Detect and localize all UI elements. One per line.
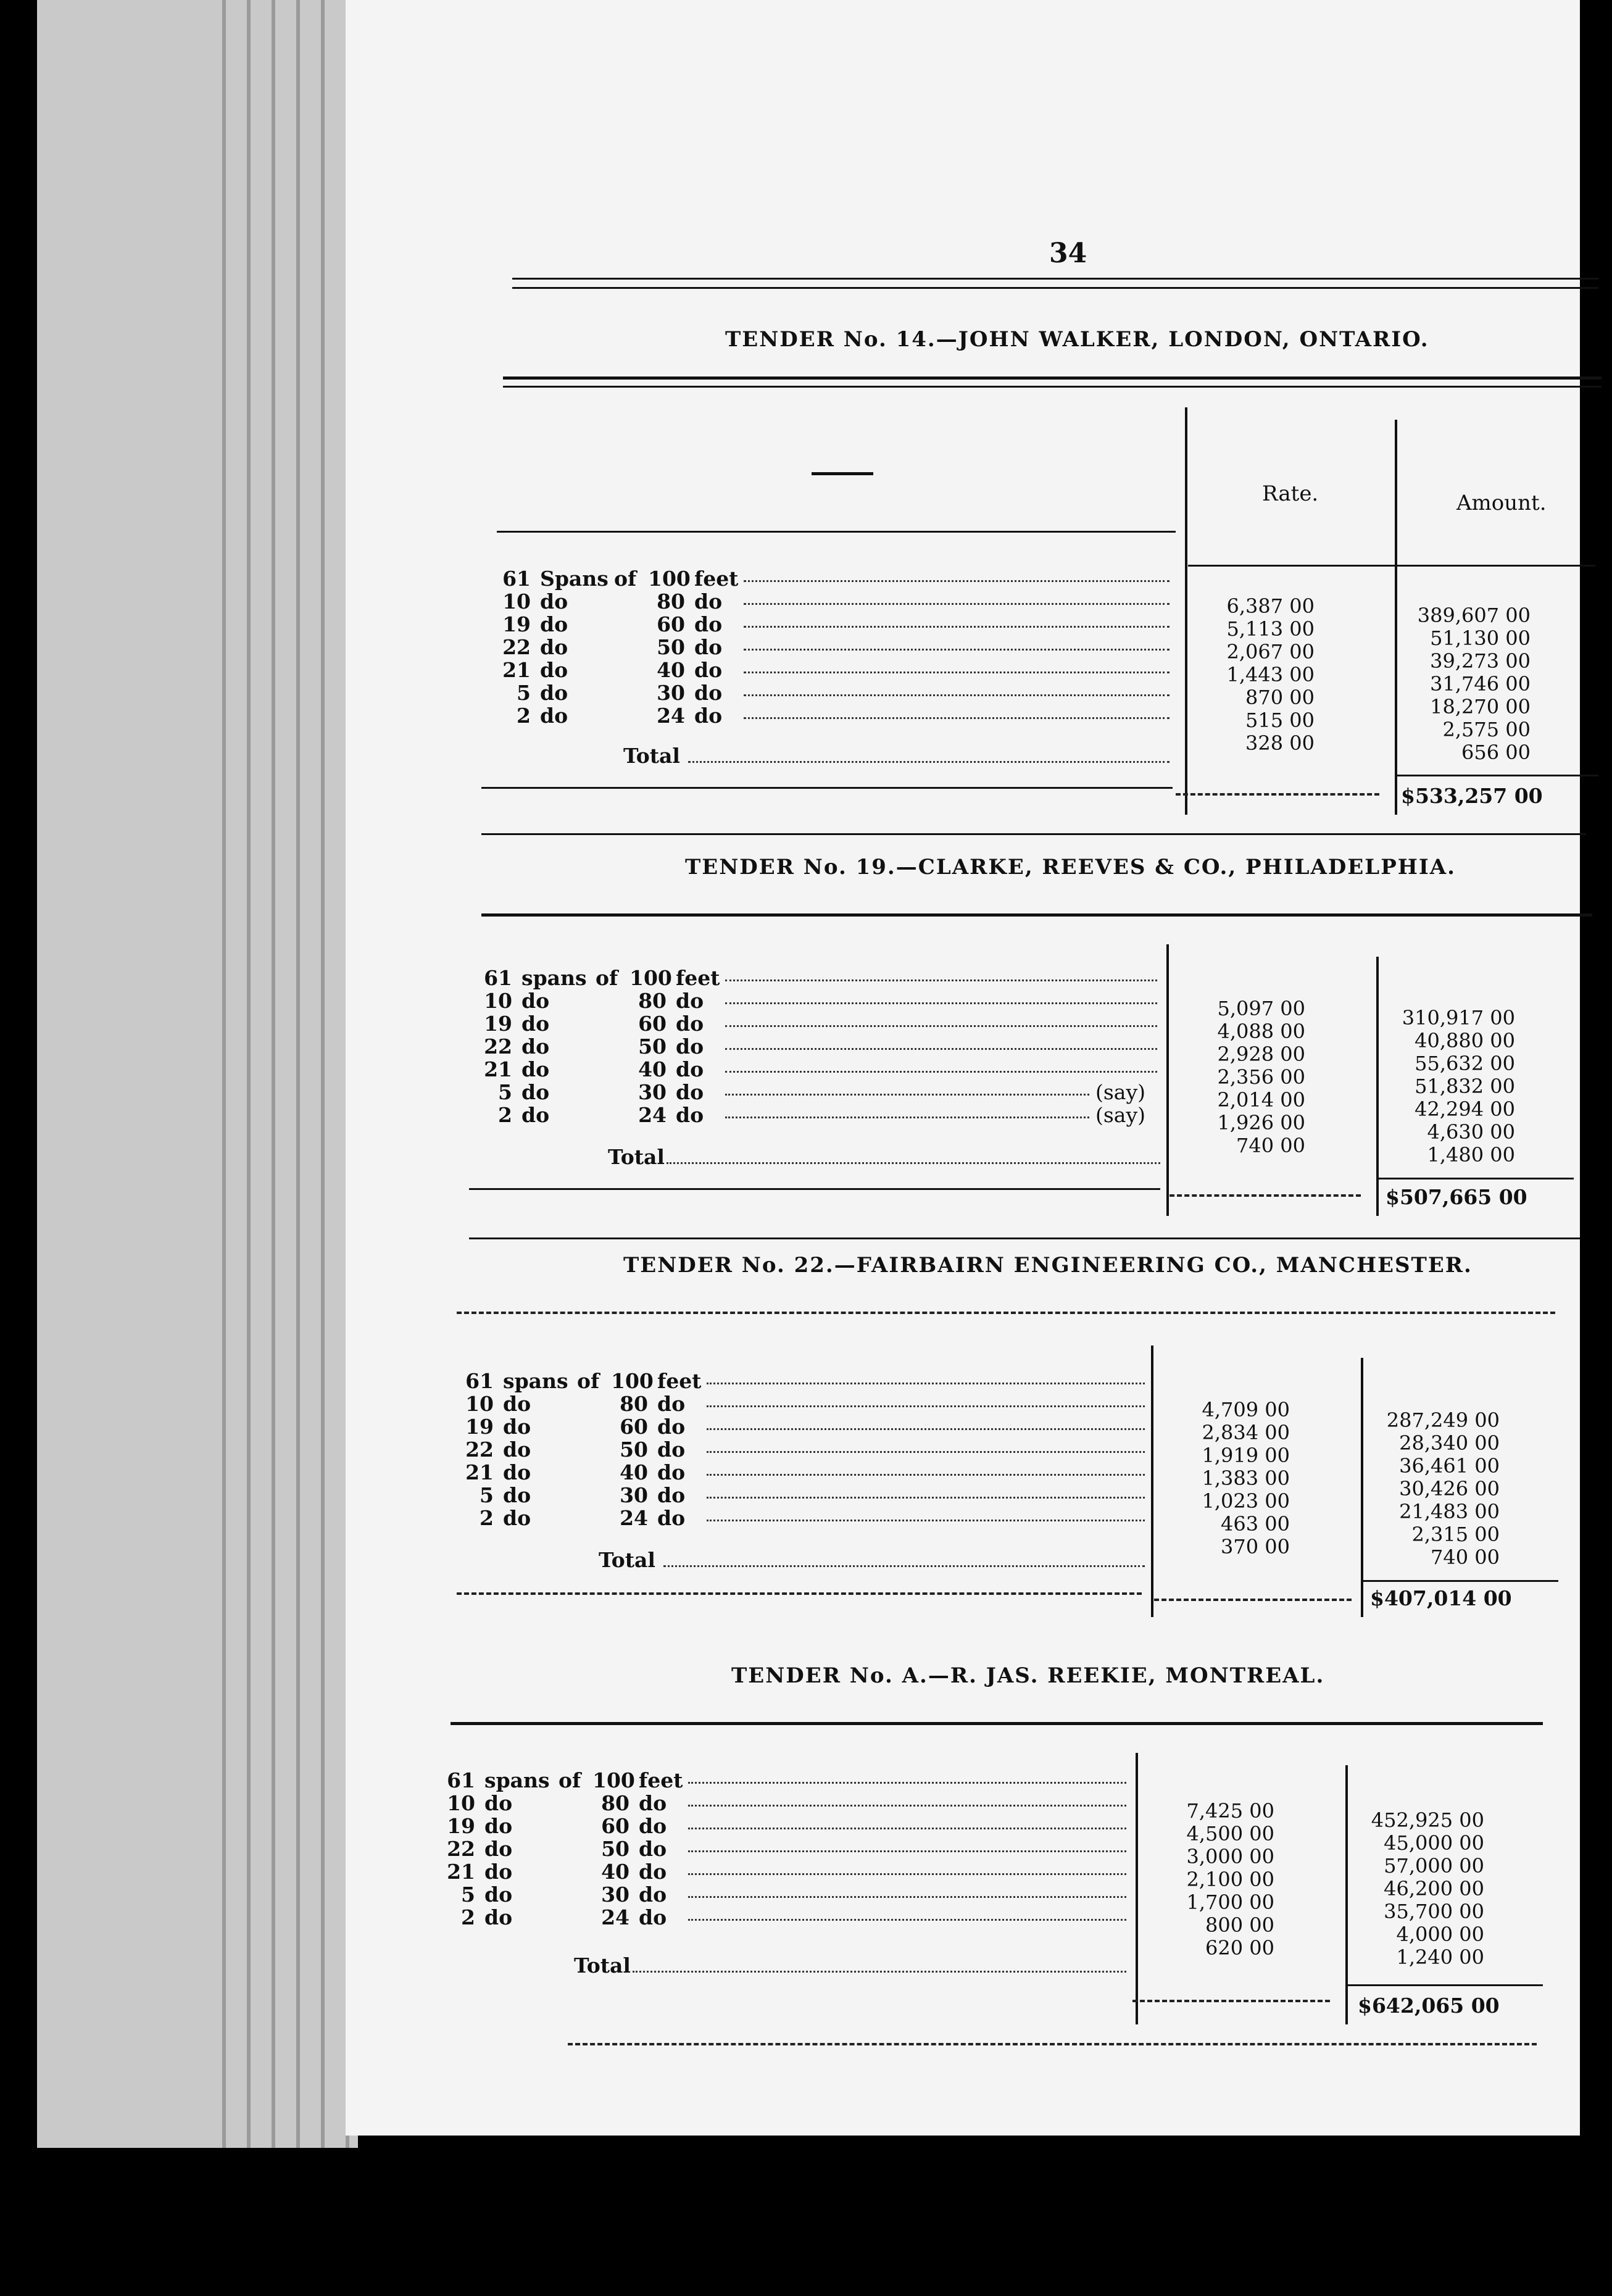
span-length: 100 xyxy=(592,1768,635,1792)
span-length: 80 xyxy=(657,589,685,614)
span-unit: do xyxy=(484,1791,513,1815)
amount-value: 55,632 00 xyxy=(1415,1052,1515,1075)
span-unit: do xyxy=(540,612,568,636)
amount-value: 51,832 00 xyxy=(1415,1075,1515,1098)
total-label: Total xyxy=(599,1548,655,1572)
span-of: of xyxy=(577,1369,600,1393)
span-unit: do xyxy=(503,1415,531,1439)
length-unit: do xyxy=(657,1460,686,1484)
leader-dots xyxy=(707,1451,1145,1453)
rate-value: 3,000 00 xyxy=(1186,1845,1274,1868)
rate-value: 5,113 00 xyxy=(1226,617,1315,641)
span-length: 24 xyxy=(620,1506,648,1530)
amount-value: 4,630 00 xyxy=(1427,1120,1515,1144)
span-count: 61 xyxy=(484,966,512,990)
rate-value: 4,709 00 xyxy=(1202,1398,1290,1421)
span-count: 21 xyxy=(447,1860,475,1884)
leader-dots xyxy=(744,672,1170,673)
span-length: 60 xyxy=(638,1012,667,1036)
section-rule xyxy=(481,913,1592,917)
amount-value: 46,200 00 xyxy=(1384,1877,1484,1900)
length-unit: do xyxy=(639,1860,667,1884)
rate-value: 370 00 xyxy=(1221,1535,1290,1558)
length-unit: do xyxy=(694,612,723,636)
span-count: 22 xyxy=(465,1437,494,1462)
total-label: Total xyxy=(623,744,680,768)
amount-value: 40,880 00 xyxy=(1415,1029,1515,1052)
rate-value: 740 00 xyxy=(1236,1134,1305,1157)
span-unit: do xyxy=(521,1034,550,1059)
amount-value: 39,273 00 xyxy=(1430,649,1531,673)
span-unit: spans xyxy=(503,1369,568,1393)
length-unit: do xyxy=(657,1437,686,1462)
amount-value: 21,483 00 xyxy=(1399,1500,1500,1523)
leader-dots xyxy=(707,1383,1145,1384)
length-unit: do xyxy=(639,1791,667,1815)
rate-value: 5,097 00 xyxy=(1217,997,1305,1020)
span-count: 19 xyxy=(502,612,531,636)
rate-value: 1,700 00 xyxy=(1186,1890,1274,1914)
length-unit: do xyxy=(694,589,723,614)
leader-dots xyxy=(725,980,1157,981)
span-length: 24 xyxy=(638,1103,667,1127)
total-rule xyxy=(481,833,1586,835)
rate-header: Rate. xyxy=(1262,481,1319,506)
length-unit: do xyxy=(676,1012,704,1036)
total-amount: $507,665 00 xyxy=(1386,1185,1527,1209)
amount-value: 45,000 00 xyxy=(1384,1831,1484,1855)
span-length: 50 xyxy=(601,1837,629,1861)
amount-value: 18,270 00 xyxy=(1430,695,1531,718)
length-unit: do xyxy=(676,1057,704,1081)
span-of: of xyxy=(559,1768,581,1792)
rate-value: 2,100 00 xyxy=(1186,1868,1274,1891)
leader-dots xyxy=(725,1094,1089,1096)
rate-value: 463 00 xyxy=(1221,1512,1290,1536)
length-unit: do xyxy=(694,635,723,659)
span-count: 61 xyxy=(502,567,531,591)
amount-value: 36,461 00 xyxy=(1399,1454,1500,1478)
span-unit: spans xyxy=(484,1768,550,1792)
rate-value: 1,383 00 xyxy=(1202,1466,1290,1490)
total-rule xyxy=(1176,793,1379,796)
span-unit: do xyxy=(540,635,568,659)
amount-value: 287,249 00 xyxy=(1386,1408,1500,1432)
span-count: 5 xyxy=(461,1882,475,1907)
estimate-note: (say) xyxy=(1095,1103,1146,1127)
leader-dots xyxy=(688,1805,1126,1807)
length-unit: do xyxy=(676,989,704,1013)
length-unit: do xyxy=(694,681,723,705)
leader-dots xyxy=(725,1025,1157,1027)
rate-value: 870 00 xyxy=(1245,686,1315,709)
span-unit: do xyxy=(503,1437,531,1462)
leader-dots xyxy=(744,717,1170,719)
span-count: 5 xyxy=(498,1080,512,1104)
total-rule xyxy=(568,2043,1537,2045)
span-count: 61 xyxy=(465,1369,494,1393)
length-unit: feet xyxy=(639,1768,683,1792)
span-unit: do xyxy=(484,1905,513,1929)
span-unit: do xyxy=(503,1392,531,1416)
total-rule xyxy=(469,1237,1580,1239)
span-length: 30 xyxy=(638,1080,667,1104)
span-unit: Spans xyxy=(540,567,609,591)
amount-value: 2,575 00 xyxy=(1442,718,1531,741)
leader-dots xyxy=(707,1497,1145,1499)
leader-dots xyxy=(633,1971,1126,1973)
amount-value: 35,700 00 xyxy=(1384,1900,1484,1923)
span-count: 22 xyxy=(484,1034,512,1059)
rate-value: 2,928 00 xyxy=(1217,1042,1305,1066)
amount-value: 4,000 00 xyxy=(1396,1923,1484,1946)
span-length: 24 xyxy=(601,1905,629,1929)
amount-value: 30,426 00 xyxy=(1399,1477,1500,1500)
span-length: 30 xyxy=(620,1483,648,1507)
total-rule xyxy=(1395,775,1598,776)
span-length: 50 xyxy=(638,1034,667,1059)
length-unit: feet xyxy=(657,1369,702,1393)
leader-dots xyxy=(744,580,1170,582)
leader-dots xyxy=(725,1071,1157,1073)
total-rule xyxy=(1132,2000,1330,2002)
span-unit: do xyxy=(521,1080,550,1104)
span-count: 2 xyxy=(461,1905,475,1929)
top-rule xyxy=(512,278,1598,280)
leader-dots xyxy=(688,761,1170,763)
leader-dots xyxy=(688,1782,1126,1784)
rate-value: 2,067 00 xyxy=(1226,640,1315,663)
span-length: 80 xyxy=(620,1392,648,1416)
span-length: 40 xyxy=(620,1460,648,1484)
leader-dots xyxy=(744,694,1170,696)
tender-title: TENDER No. A.—R. JAS. REEKIE, MONTREAL. xyxy=(731,1663,1325,1688)
rate-value: 1,926 00 xyxy=(1217,1111,1305,1134)
span-count: 19 xyxy=(465,1415,494,1439)
section-rule xyxy=(457,1312,1555,1314)
rate-value: 4,088 00 xyxy=(1217,1020,1305,1043)
span-unit: do xyxy=(484,1814,513,1838)
span-unit: do xyxy=(540,589,568,614)
total-amount: $407,014 00 xyxy=(1370,1586,1512,1610)
rate-value: 4,500 00 xyxy=(1186,1822,1274,1845)
page-number: 34 xyxy=(1049,238,1087,269)
span-length: 60 xyxy=(601,1814,629,1838)
span-count: 21 xyxy=(502,658,531,682)
length-unit: do xyxy=(657,1506,686,1530)
leader-dots xyxy=(688,1919,1126,1921)
span-count: 19 xyxy=(447,1814,475,1838)
rate-value: 800 00 xyxy=(1205,1913,1274,1937)
amount-value: 57,000 00 xyxy=(1384,1854,1484,1878)
total-rule xyxy=(457,1592,1142,1595)
leader-dots xyxy=(744,649,1170,651)
leader-dots xyxy=(688,1873,1126,1875)
span-length: 60 xyxy=(620,1415,648,1439)
leader-dots xyxy=(725,1002,1157,1004)
rate-value: 620 00 xyxy=(1205,1936,1274,1960)
rate-value: 1,023 00 xyxy=(1202,1489,1290,1513)
leader-dots xyxy=(663,1565,1145,1567)
total-rule xyxy=(481,787,1173,789)
section-rule xyxy=(503,376,1602,380)
rate-value: 2,356 00 xyxy=(1217,1065,1305,1089)
total-rule xyxy=(469,1188,1160,1190)
length-unit: do xyxy=(639,1814,667,1838)
leader-dots xyxy=(667,1162,1160,1164)
leader-dots xyxy=(725,1048,1157,1050)
span-count: 21 xyxy=(465,1460,494,1484)
span-length: 100 xyxy=(611,1369,654,1393)
span-count: 10 xyxy=(502,589,531,614)
amount-header: Amount. xyxy=(1456,491,1547,515)
rate-value: 6,387 00 xyxy=(1226,594,1315,618)
rate-value: 328 00 xyxy=(1245,731,1315,755)
total-rule xyxy=(1376,1178,1574,1179)
span-count: 5 xyxy=(480,1483,494,1507)
span-count: 22 xyxy=(447,1837,475,1861)
rate-value: 7,425 00 xyxy=(1186,1799,1274,1823)
length-unit: do xyxy=(676,1034,704,1059)
leader-dots xyxy=(725,1117,1089,1118)
length-unit: do xyxy=(639,1837,667,1861)
leader-dots xyxy=(707,1405,1145,1407)
amount-value: 2,315 00 xyxy=(1411,1523,1500,1546)
amount-value: 389,607 00 xyxy=(1417,604,1531,627)
span-length: 30 xyxy=(657,681,685,705)
span-count: 10 xyxy=(465,1392,494,1416)
span-count: 5 xyxy=(517,681,531,705)
span-count: 22 xyxy=(502,635,531,659)
span-row xyxy=(441,1768,1373,1791)
span-length: 80 xyxy=(638,989,667,1013)
length-unit: do xyxy=(676,1103,704,1127)
header-rule xyxy=(497,531,1176,533)
total-rule xyxy=(1170,1194,1361,1197)
leader-dots xyxy=(744,603,1170,605)
length-unit: do xyxy=(657,1415,686,1439)
top-rule-2 xyxy=(512,287,1598,289)
total-rule xyxy=(1154,1599,1352,1601)
span-unit: do xyxy=(540,681,568,705)
rate-value: 515 00 xyxy=(1245,709,1315,732)
leader-dots xyxy=(707,1428,1145,1430)
leader-dots xyxy=(688,1896,1126,1898)
span-count: 10 xyxy=(484,989,512,1013)
span-length: 40 xyxy=(601,1860,629,1884)
span-unit: do xyxy=(484,1837,513,1861)
amount-value: 1,480 00 xyxy=(1427,1143,1515,1167)
book-page-edges xyxy=(37,0,358,2148)
rate-value: 1,919 00 xyxy=(1202,1444,1290,1467)
amount-value: 42,294 00 xyxy=(1415,1097,1515,1121)
length-unit: feet xyxy=(676,966,720,990)
amount-value: 740 00 xyxy=(1431,1545,1500,1569)
span-count: 21 xyxy=(484,1057,512,1081)
amount-value: 1,240 00 xyxy=(1396,1945,1484,1969)
total-amount: $642,065 00 xyxy=(1358,1994,1500,2018)
span-row xyxy=(497,567,1416,589)
leader-dots xyxy=(707,1520,1145,1521)
tender-title: TENDER No. 19.—CLARKE, REEVES & CO., PHILADELPHIA. xyxy=(685,855,1456,880)
span-length: 60 xyxy=(657,612,685,636)
span-row xyxy=(478,966,1404,989)
length-unit: do xyxy=(639,1905,667,1929)
span-count: 61 xyxy=(447,1768,475,1792)
span-unit: do xyxy=(503,1460,531,1484)
leader-dots xyxy=(707,1474,1145,1476)
span-unit: do xyxy=(521,1103,550,1127)
leader-dots xyxy=(744,626,1170,628)
amount-value: 31,746 00 xyxy=(1430,672,1531,696)
total-amount: $533,257 00 xyxy=(1401,784,1543,808)
span-unit: do xyxy=(484,1860,513,1884)
tender-title: TENDER No. 14.—JOHN WALKER, LONDON, ONTARIO. xyxy=(725,327,1429,352)
length-unit: do xyxy=(694,704,723,728)
span-count: 2 xyxy=(517,704,531,728)
span-unit: do xyxy=(521,989,550,1013)
span-unit: do xyxy=(540,658,568,682)
section-rule xyxy=(451,1722,1543,1725)
total-rule xyxy=(1345,1984,1543,1986)
total-label: Total xyxy=(574,1953,631,1978)
span-length: 50 xyxy=(657,635,685,659)
span-unit: spans xyxy=(521,966,587,990)
span-length: 40 xyxy=(638,1057,667,1081)
span-length: 100 xyxy=(629,966,672,990)
tender-title: TENDER No. 22.—FAIRBAIRN ENGINEERING CO., MANCHESTER. xyxy=(623,1253,1473,1278)
span-unit: do xyxy=(484,1882,513,1907)
amount-value: 28,340 00 xyxy=(1399,1431,1500,1455)
span-length: 80 xyxy=(601,1791,629,1815)
leader-dots xyxy=(688,1828,1126,1829)
span-length: 40 xyxy=(657,658,685,682)
span-of: of xyxy=(596,966,618,990)
length-unit: do xyxy=(694,658,723,682)
rate-value: 1,443 00 xyxy=(1226,663,1315,686)
total-rule xyxy=(1361,1580,1558,1582)
estimate-note: (say) xyxy=(1095,1080,1146,1104)
span-row xyxy=(460,1369,1392,1392)
rate-value: 2,014 00 xyxy=(1217,1088,1305,1112)
span-unit: do xyxy=(540,704,568,728)
length-unit: feet xyxy=(694,567,739,591)
section-rule xyxy=(503,386,1602,388)
length-unit: do xyxy=(676,1080,704,1104)
amount-value: 310,917 00 xyxy=(1402,1006,1515,1029)
amount-value: 656 00 xyxy=(1461,741,1531,764)
span-of: of xyxy=(614,567,637,591)
span-unit: do xyxy=(521,1012,550,1036)
span-count: 2 xyxy=(498,1103,512,1127)
amount-value: 51,130 00 xyxy=(1430,626,1531,650)
span-count: 2 xyxy=(480,1506,494,1530)
blank-description-heading xyxy=(812,472,873,475)
leader-dots xyxy=(688,1850,1126,1852)
length-unit: do xyxy=(657,1483,686,1507)
span-count: 19 xyxy=(484,1012,512,1036)
total-label: Total xyxy=(608,1145,665,1169)
span-length: 50 xyxy=(620,1437,648,1462)
length-unit: do xyxy=(639,1882,667,1907)
span-unit: do xyxy=(503,1483,531,1507)
span-length: 30 xyxy=(601,1882,629,1907)
length-unit: do xyxy=(657,1392,686,1416)
span-unit: do xyxy=(503,1506,531,1530)
span-count: 10 xyxy=(447,1791,475,1815)
amount-value: 452,925 00 xyxy=(1371,1808,1484,1832)
span-length: 100 xyxy=(648,567,691,591)
rate-value: 2,834 00 xyxy=(1202,1421,1290,1444)
span-length: 24 xyxy=(657,704,685,728)
span-unit: do xyxy=(521,1057,550,1081)
